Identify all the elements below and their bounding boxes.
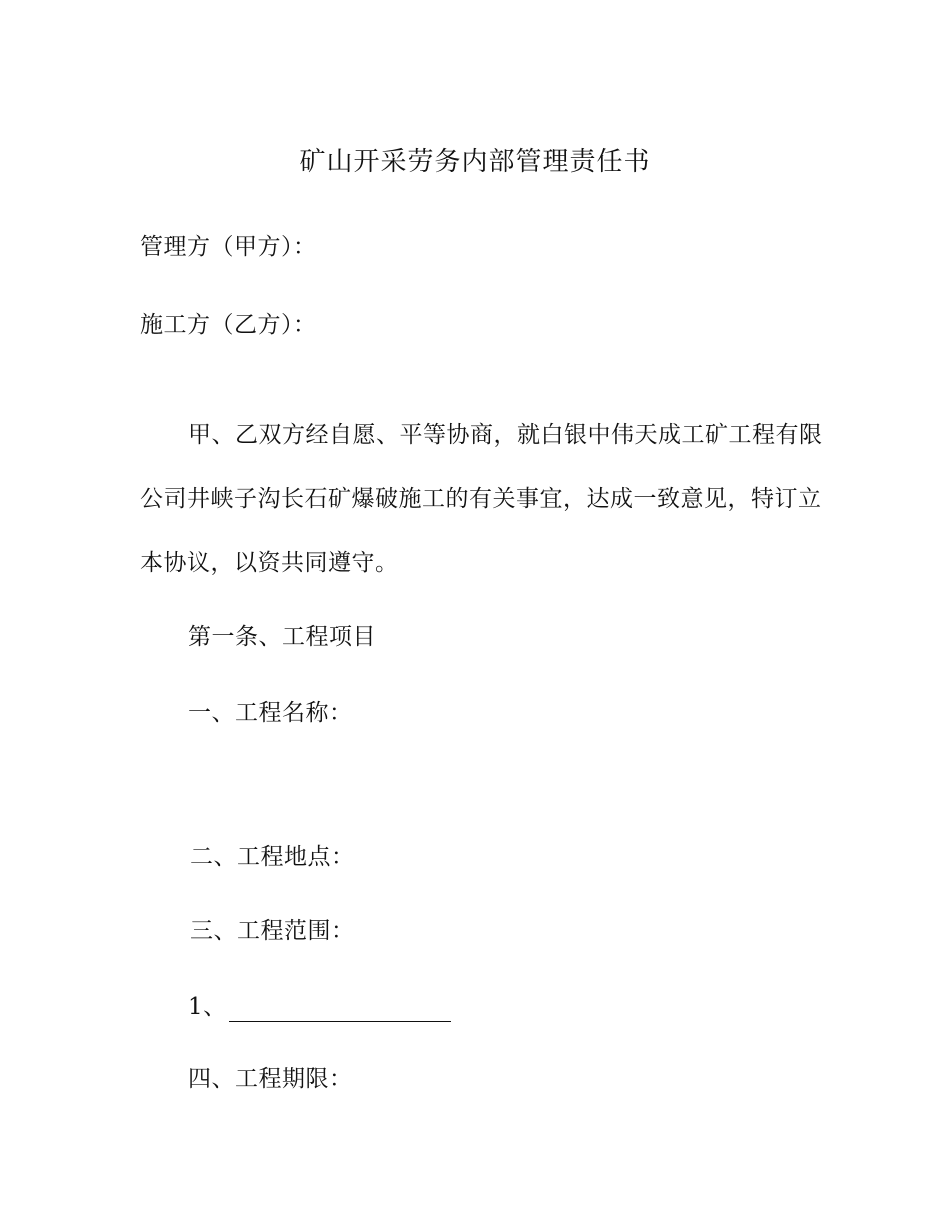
- party-a-label: 管理方（甲方）：: [140, 234, 317, 260]
- item-project-location: 二、工程地点：: [190, 844, 355, 870]
- party-b-label: 施工方（乙方）：: [140, 312, 317, 338]
- article-1-heading: 第一条、工程项目: [188, 624, 376, 650]
- item-project-scope: 三、工程范围：: [190, 918, 355, 944]
- scope-item-1: [188, 992, 451, 1022]
- item-project-name: 一、工程名称：: [188, 700, 353, 726]
- intro-paragraph-line-1: 甲、乙双方经自愿、平等协商，就白银中伟天成工矿工程有限: [188, 422, 823, 448]
- item-project-period: 四、工程期限：: [188, 1066, 353, 1092]
- scope-item-1-label: 1、: [188, 994, 227, 1020]
- intro-paragraph-line-2: 公司井峡子沟长石矿爆破施工的有关事宜，达成一致意见，特订立: [140, 486, 822, 512]
- document-title: 矿山开采劳务内部管理责任书: [299, 147, 651, 177]
- scope-item-1-blank: [229, 1001, 451, 1022]
- intro-paragraph-line-3: 本协议，以资共同遵守。: [140, 550, 399, 576]
